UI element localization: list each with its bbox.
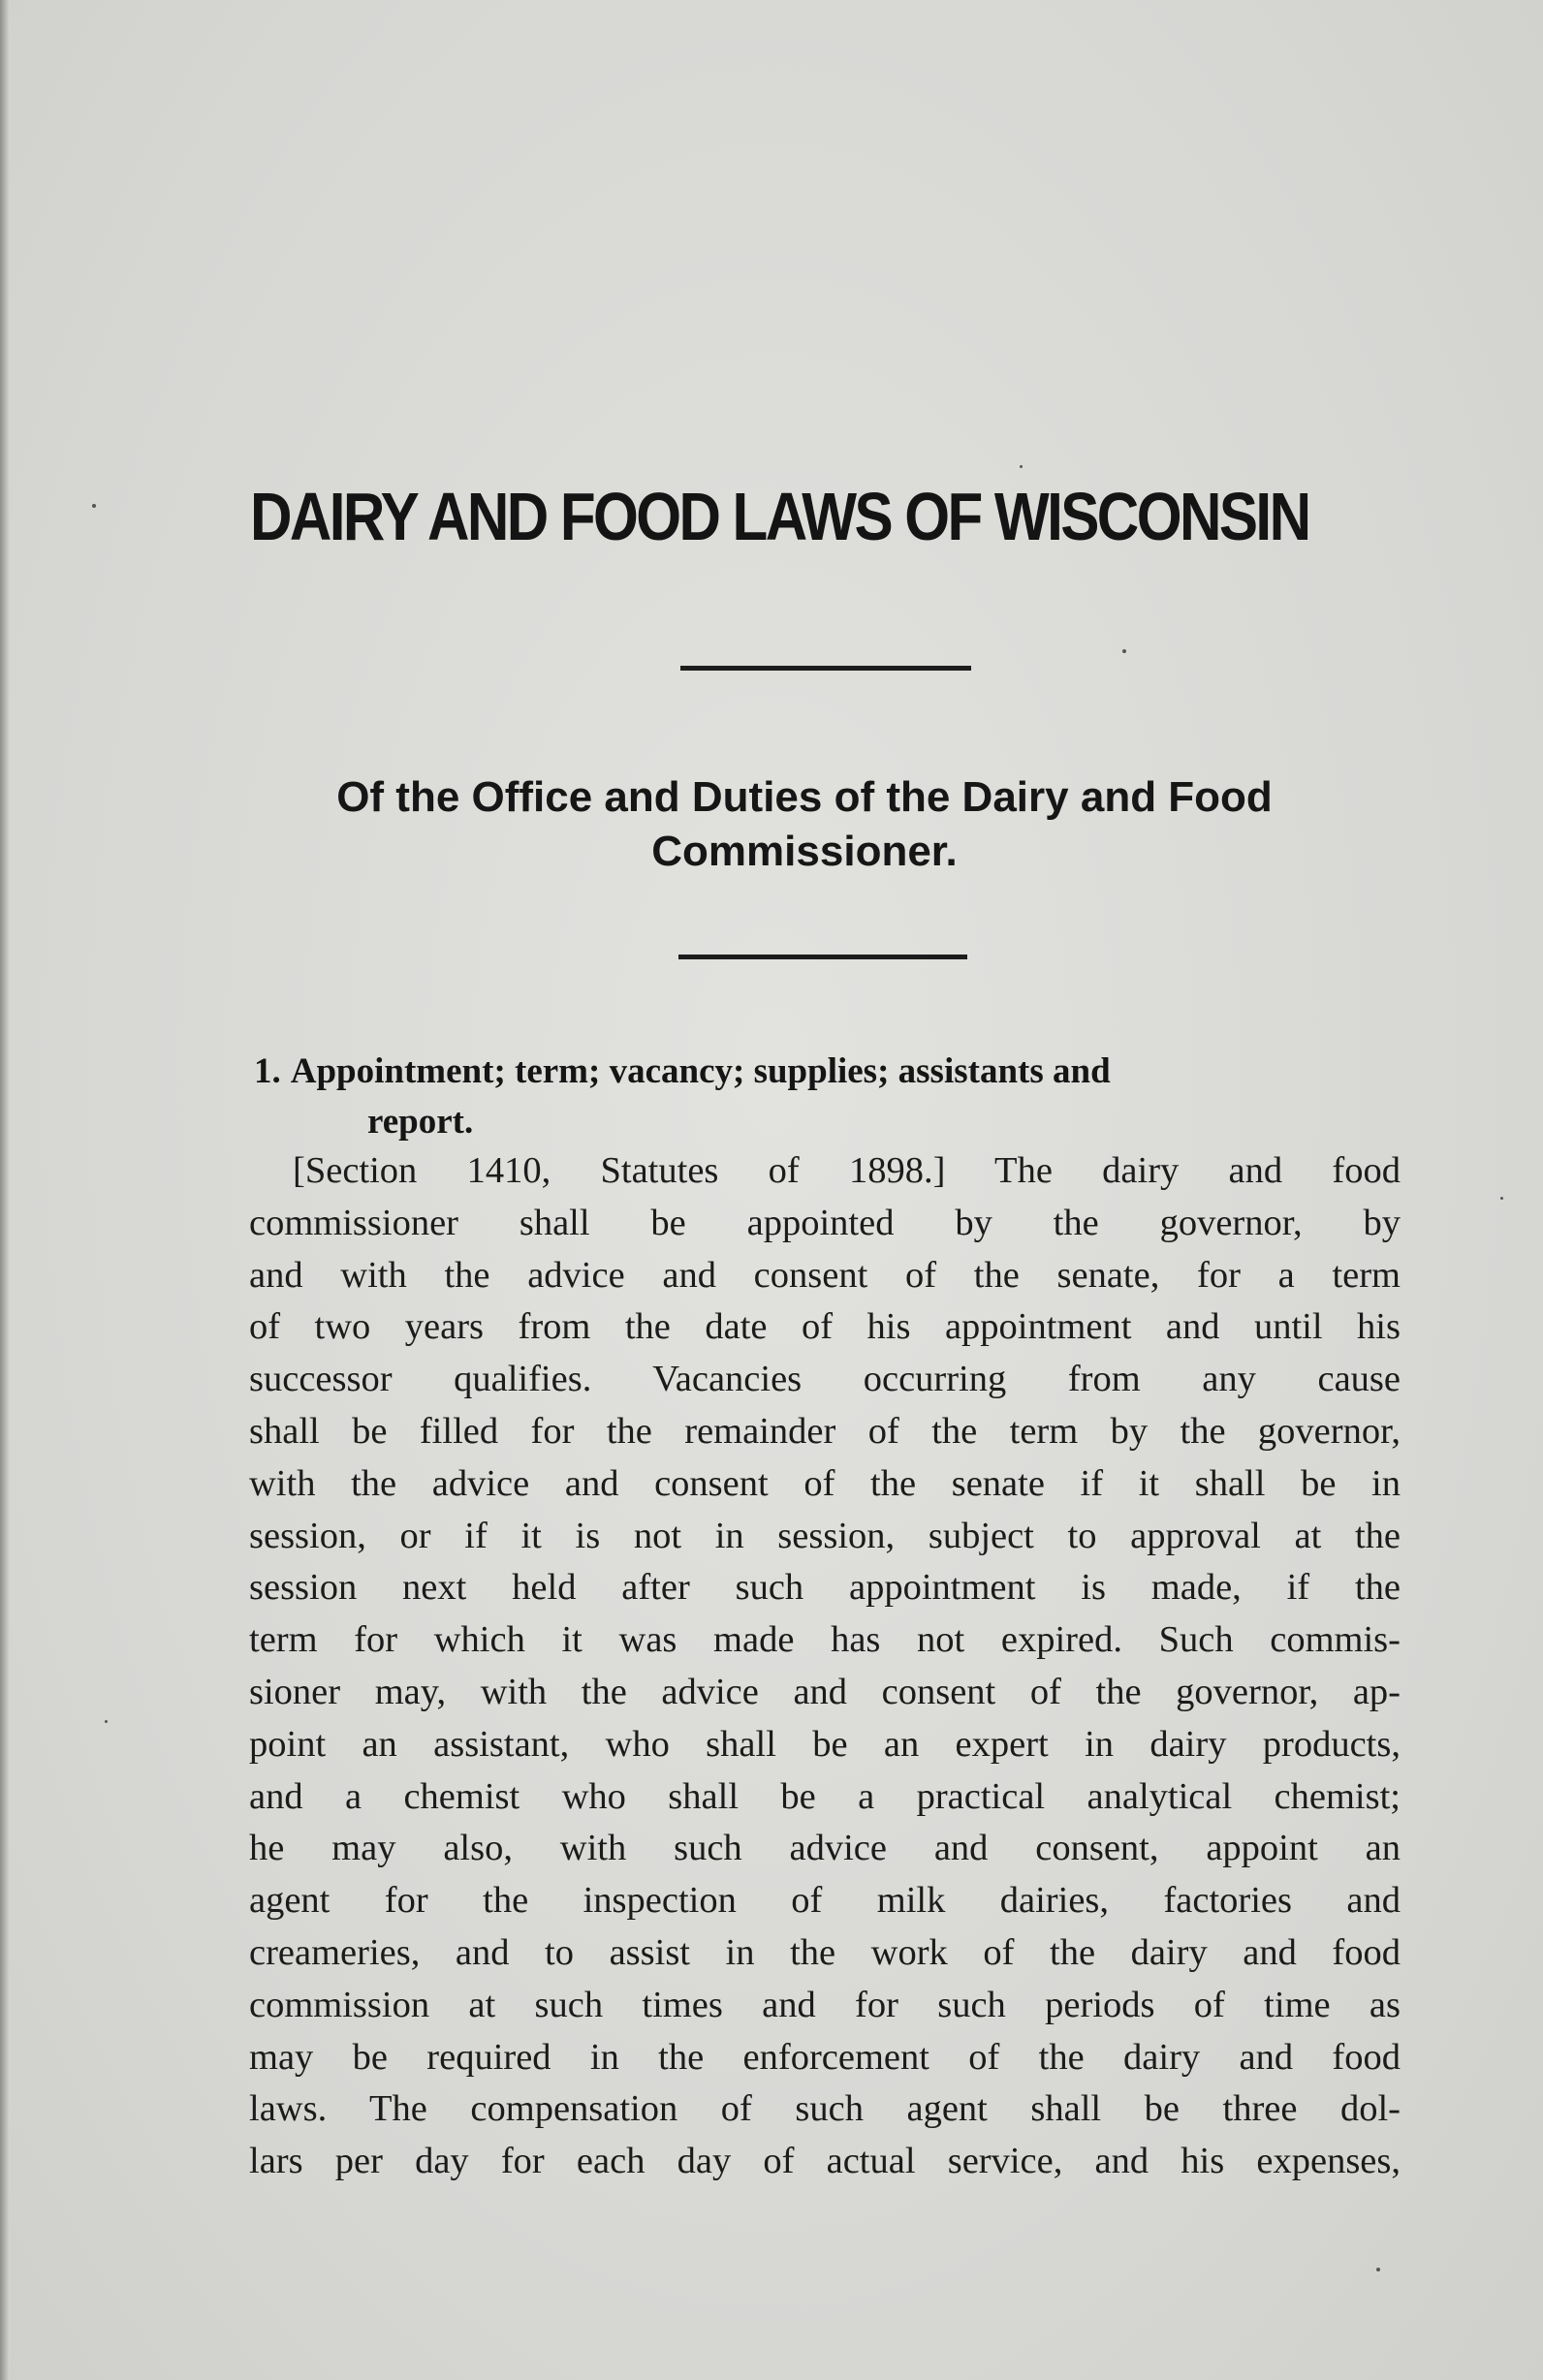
section-number: 1. bbox=[254, 1051, 281, 1091]
paper-speck bbox=[1376, 2268, 1380, 2271]
paper-speck bbox=[105, 1720, 108, 1723]
body-line: commission at such times and for such periods of time as bbox=[249, 1984, 1401, 2025]
body-line: shall be filled for the remainder of the term by the governor, bbox=[249, 1410, 1401, 1452]
body-line: session next held after such appointment is made, if the bbox=[249, 1567, 1401, 1609]
body-line: term for which it was made has not expired. Such commis- bbox=[249, 1619, 1401, 1661]
body-line: point an assistant, who shall be an expert in dairy products, bbox=[249, 1723, 1401, 1765]
body-line: [Section 1410, Statutes of 1898.] The dairy and food bbox=[293, 1150, 1401, 1191]
page-binding-edge bbox=[0, 0, 10, 2380]
paper-speck bbox=[1122, 649, 1126, 653]
title-divider bbox=[680, 666, 971, 671]
body-line: session, or if it is not in session, subject to approval at the bbox=[249, 1515, 1401, 1556]
paper-speck bbox=[92, 504, 96, 508]
body-line: and with the advice and consent of the senate, for a term bbox=[249, 1254, 1401, 1296]
body-line: agent for the inspection of milk dairies, factories and bbox=[249, 1880, 1401, 1922]
chapter-subtitle bbox=[233, 770, 1376, 879]
subtitle-divider bbox=[678, 955, 967, 959]
body-line: successor qualifies. Vacancies occurring from any cause bbox=[249, 1359, 1401, 1400]
page-title: DAIRY AND FOOD LAWS OF WISCONSIN bbox=[250, 479, 1309, 554]
paper-speck bbox=[1020, 465, 1023, 468]
body-line: creameries, and to assist in the work of the dairy and food bbox=[249, 1931, 1401, 1973]
body-line: of two years from the date of his appointment and until his bbox=[249, 1306, 1401, 1348]
subtitle-line: Commissioner. bbox=[651, 828, 958, 875]
body-line: sioner may, with the advice and consent of the governor, ap- bbox=[249, 1671, 1401, 1712]
body-line: he may also, with such advice and consent, appoint an bbox=[249, 1828, 1401, 1869]
body-line: commissioner shall be appointed by the governor, by bbox=[249, 1202, 1401, 1243]
body-line: lars per day for each day of actual service, and his expenses, bbox=[249, 2141, 1401, 2182]
body-line: laws. The compensation of such agent shall be three dol- bbox=[249, 2088, 1401, 2130]
section-heading-line: Appointment; term; vacancy; supplies; assistants and bbox=[290, 1051, 1111, 1091]
section-heading-line: report. bbox=[367, 1102, 474, 1142]
section-heading bbox=[254, 1047, 1398, 1147]
section-body bbox=[249, 1145, 1401, 2188]
subtitle-line: Of the Office and Duties of the Dairy and Food bbox=[336, 773, 1273, 821]
body-line: and a chemist who shall be a practical analytical chemist; bbox=[249, 1775, 1401, 1817]
body-line: may be required in the enforcement of the dairy and food bbox=[249, 2036, 1401, 2078]
paper-speck bbox=[1500, 1197, 1503, 1200]
body-line: with the advice and consent of the senate if it shall be in bbox=[249, 1462, 1401, 1504]
